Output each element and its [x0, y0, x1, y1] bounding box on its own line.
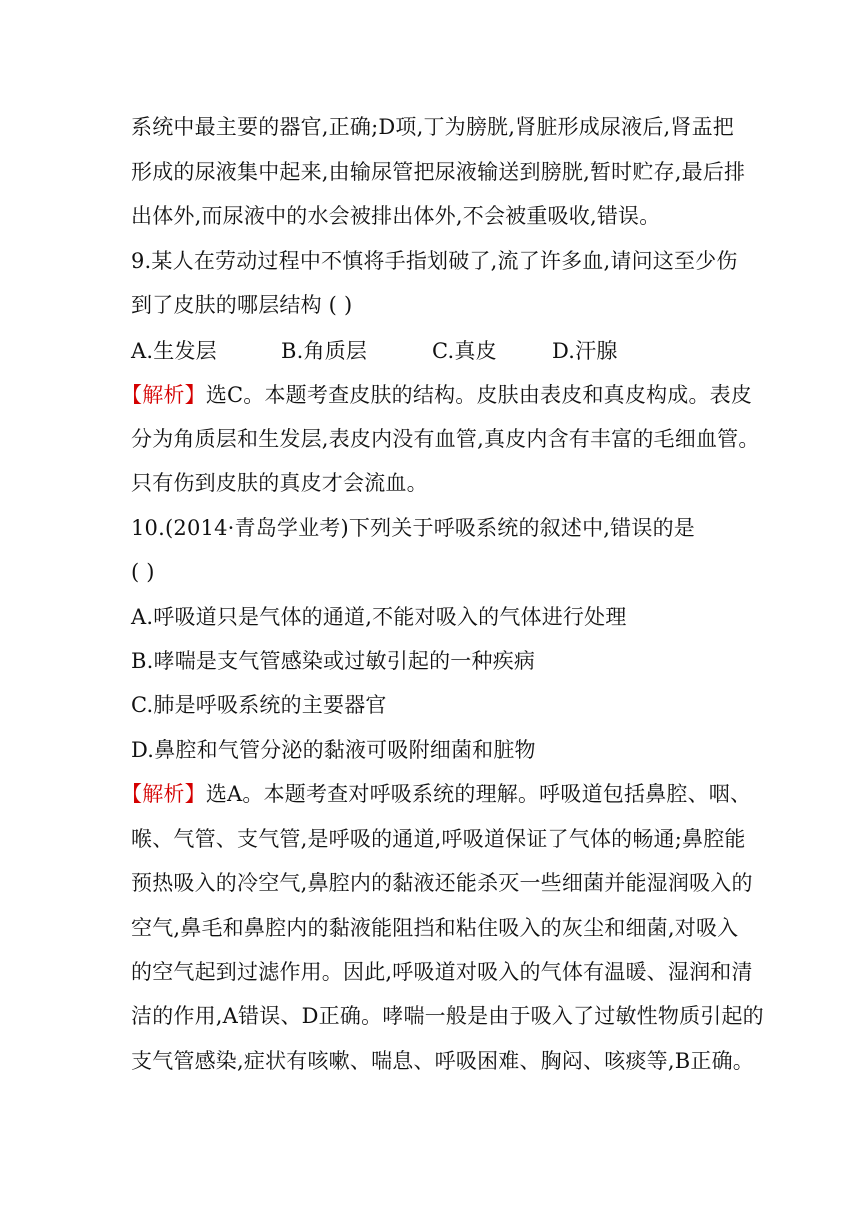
q10-option-c: C.肺是呼吸系统的主要器官 [131, 693, 387, 717]
q9-answer-line-1 [121, 380, 753, 410]
q9-option-c: C.真皮 [432, 339, 497, 363]
q10-stem-line-1: 10.(2014·青岛学业考)下列关于呼吸系统的叙述中,错误的是 [131, 516, 695, 540]
q9-option-b: B.角质层 [281, 339, 368, 363]
q10-answer-line-7: 支气管感染,症状有咳嗽、喘息、呼吸困难、胸闷、咳痰等,B正确。 [131, 1049, 754, 1073]
prev-answer-line-3: 出体外,而尿液中的水会被排出体外,不会被重吸收,错误。 [131, 204, 661, 228]
q10-answer-tag: 【解析】 [121, 782, 206, 806]
q9-answer-line-3: 只有伤到皮肤的真皮才会流血。 [131, 471, 428, 495]
q10-answer-line-4: 空气,鼻毛和鼻腔内的黏液能阻挡和粘住吸入的灰尘和细菌,对吸入 [131, 916, 739, 940]
q10-stem-line-2: ( ) [131, 560, 155, 584]
q9-answer-text-1: 选C。本题考查皮肤的结构。皮肤由表皮和真皮构成。表皮 [205, 383, 753, 407]
q10-answer-text-1: 选A。本题考查对呼吸系统的理解。呼吸道包括鼻腔、咽、 [205, 782, 752, 806]
q10-answer-line-5: 的空气起到过滤作用。因此,呼吸道对吸入的气体有温暖、湿润和清 [131, 960, 753, 984]
q10-option-a: A.呼吸道只是气体的通道,不能对吸入的气体进行处理 [131, 605, 627, 629]
q9-answer-tag: 【解析】 [121, 383, 206, 407]
prev-answer-line-1: 系统中最主要的器官,正确;D项,丁为膀胱,肾脏形成尿液后,肾盂把 [131, 115, 735, 139]
q9-option-a: A.生发层 [131, 339, 217, 363]
q9-option-d: D.汗腺 [552, 339, 618, 363]
q10-option-b: B.哮喘是支气管感染或过敏引起的一种疾病 [131, 649, 536, 673]
q10-option-d: D.鼻腔和气管分泌的黏液可吸附细菌和脏物 [131, 738, 536, 762]
q10-answer-line-3: 预热吸入的冷空气,鼻腔内的黏液还能杀灭一些细菌并能湿润吸入的 [131, 871, 753, 895]
q10-answer-line-2: 喉、气管、支气管,是呼吸的通道,呼吸道保证了气体的畅通;鼻腔能 [131, 827, 746, 851]
q10-answer-line-6: 洁的作用,A错误、D正确。哮喘一般是由于吸入了过敏性物质引起的 [131, 1004, 764, 1028]
q9-answer-line-2: 分为角质层和生发层,表皮内没有血管,真皮内含有丰富的毛细血管。 [131, 427, 760, 451]
q10-answer-line-1 [121, 779, 752, 809]
q9-stem-line-2: 到了皮肤的哪层结构 ( ) [131, 293, 353, 317]
q9-stem-line-1: 9.某人在劳动过程中不慎将手指划破了,流了许多血,请问这至少伤 [131, 249, 738, 273]
prev-answer-line-2: 形成的尿液集中起来,由输尿管把尿液输送到膀胱,暂时贮存,最后排 [131, 160, 746, 184]
